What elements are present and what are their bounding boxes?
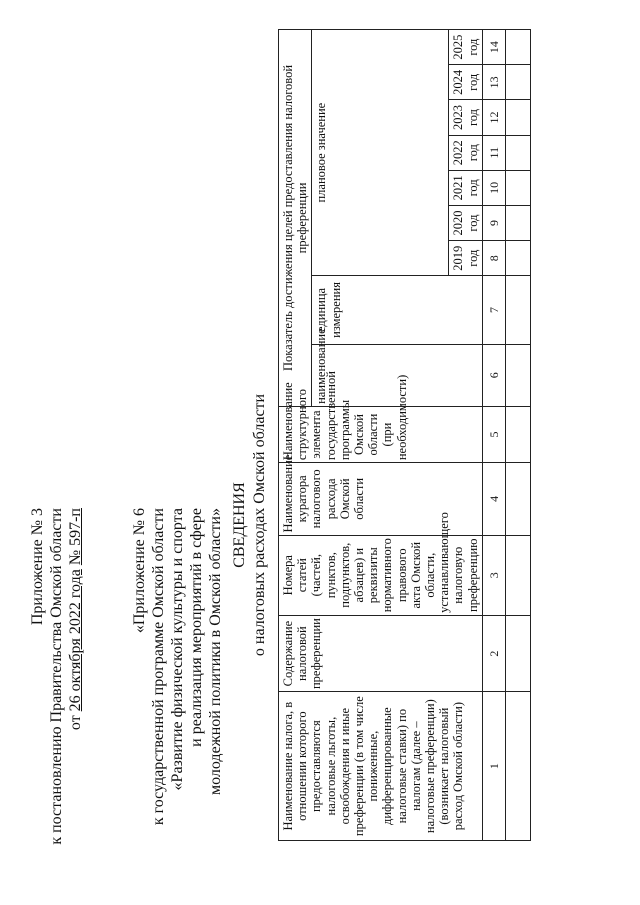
header-year: 2023 год [449, 100, 482, 135]
column-number: 1 [482, 692, 505, 841]
column-number-row [482, 30, 505, 841]
annex-6-header [130, 508, 225, 825]
header-year: 2022 год [449, 135, 482, 170]
empty-cell [506, 100, 531, 135]
annex-3-header [28, 508, 85, 845]
header-year: 2024 год [449, 65, 482, 100]
header-act-articles: Номера статей (частей, пунктов, подпунктов, абзацев) и реквизиты нормативного правового акта Омской области, устанавливающего налоговую преференцию [279, 535, 483, 615]
annex-6-line2: к государственной программе Омской области [150, 508, 167, 826]
column-number: 2 [482, 615, 505, 691]
annex-3-line1: Приложение № 3 [29, 508, 46, 626]
title-sub: о налоговых расходах Омской области [251, 393, 268, 657]
column-number: 14 [482, 30, 505, 65]
header-year: 2021 год [449, 170, 482, 205]
empty-data-row [506, 30, 531, 841]
annex-3-number: № 597-п [67, 508, 84, 566]
empty-cell [506, 344, 531, 406]
annex-6-line5: молодежной политики в Омской области» [207, 508, 224, 795]
column-number: 5 [482, 406, 505, 462]
header-planned-value: плановое значение [312, 30, 449, 276]
annex-6-line1: «Приложение № 6 [131, 508, 148, 634]
header-curator: Наименование куратора налогового расхода Омской области [279, 463, 483, 535]
header-indicator-group: Показатель достижения целей предоставления налоговой преференции [279, 30, 312, 407]
empty-cell [506, 135, 531, 170]
annex-6-line3: «Развитие физической культуры и спорта [169, 508, 186, 791]
empty-cell [506, 205, 531, 240]
column-number: 12 [482, 100, 505, 135]
column-number: 6 [482, 344, 505, 406]
column-number: 4 [482, 463, 505, 535]
annex-3-line2: к постановлению Правительства Омской области [48, 508, 65, 845]
column-number: 3 [482, 535, 505, 615]
empty-cell [506, 170, 531, 205]
empty-cell [506, 615, 531, 691]
empty-cell [506, 535, 531, 615]
column-number: 11 [482, 135, 505, 170]
annex-6-line4: и реализация мероприятий в сфере [188, 508, 205, 747]
empty-cell [506, 241, 531, 276]
annex-3-prefix: от [67, 715, 84, 731]
column-number: 9 [482, 205, 505, 240]
document-title [230, 335, 270, 715]
empty-cell [506, 65, 531, 100]
column-number: 13 [482, 65, 505, 100]
column-number: 8 [482, 241, 505, 276]
header-indicator-unit: единица измерения [312, 276, 482, 344]
empty-cell [506, 276, 531, 344]
empty-cell [506, 30, 531, 65]
column-number: 10 [482, 170, 505, 205]
empty-cell [506, 463, 531, 535]
header-structural-element: Наименование структурного элемента государственной программы Омской области (при необходимости) [279, 406, 483, 462]
empty-cell [506, 692, 531, 841]
title-main: СВЕДЕНИЯ [231, 482, 248, 568]
column-number: 7 [482, 276, 505, 344]
header-year: 2025 год [449, 30, 482, 65]
annex-3-date: 26 октября 2022 года [67, 569, 84, 712]
header-preference-content: Содержание налоговой преференции [279, 615, 483, 691]
header-tax-name: Наименование налога, в отношении которого предоставляются налоговые льготы, освобождения и иные преференции (в том числе пониженные, дифференцированные налоговые ставки) по налогам (далее – налоговые преференции) (возникает налоговый расход Омской области) [279, 692, 483, 841]
annex-3-line3 [66, 508, 85, 845]
header-year: 2019 год [449, 241, 482, 276]
empty-cell [506, 406, 531, 462]
header-year: 2020 год [449, 205, 482, 240]
tax-expenses-table [278, 29, 531, 841]
header-indicator-name: наименование [312, 344, 482, 406]
header-row-1 [279, 30, 312, 841]
